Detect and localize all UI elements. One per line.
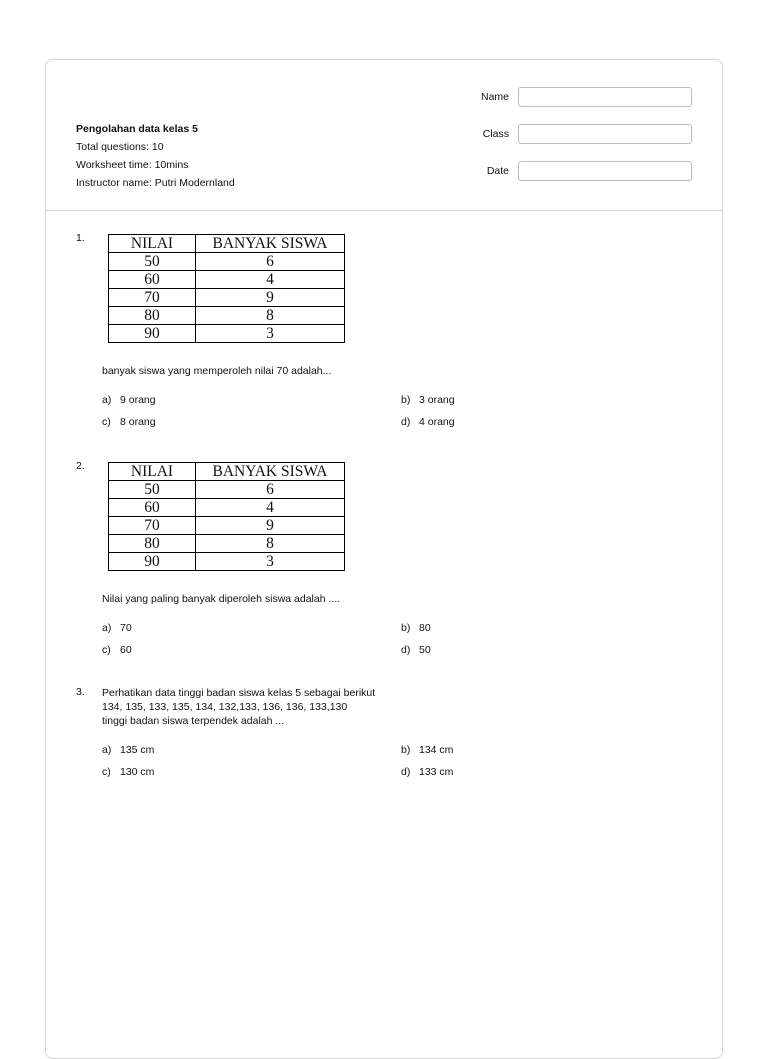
option-letter: a) — [102, 622, 112, 634]
total-questions: Total questions: 10 — [76, 141, 164, 153]
table-cell: 70 — [109, 517, 196, 535]
table-cell: 80 — [109, 307, 196, 325]
class-row — [481, 123, 692, 145]
question-number: 1. — [76, 232, 85, 244]
worksheet-header — [46, 60, 722, 211]
option-letter: b) — [401, 744, 411, 756]
table-cell: 50 — [109, 481, 196, 499]
worksheet — [45, 59, 723, 1059]
option-letter: d) — [401, 644, 411, 656]
score-table — [108, 462, 345, 571]
table-header: BANYAK SISWA — [196, 235, 345, 253]
table-row — [109, 481, 345, 499]
table-cell: 8 — [196, 535, 345, 553]
option-text: 4 orang — [419, 416, 455, 428]
option-b[interactable] — [401, 394, 455, 406]
table-cell: 80 — [109, 535, 196, 553]
table-header: BANYAK SISWA — [196, 463, 345, 481]
question-line: Perhatikan data tinggi badan siswa kelas 5 sebagai berikut — [102, 687, 376, 699]
option-text: 60 — [120, 644, 132, 656]
option-c[interactable] — [102, 766, 154, 778]
table-row — [109, 289, 345, 307]
table-header: NILAI — [109, 463, 196, 481]
question-text: banyak siswa yang memperoleh nilai 70 adalah... — [102, 365, 332, 377]
option-b[interactable] — [401, 622, 431, 634]
table-cell: 6 — [196, 253, 345, 271]
option-letter: d) — [401, 766, 411, 778]
name-row — [481, 86, 692, 108]
name-field[interactable] — [518, 87, 692, 107]
option-a[interactable] — [102, 394, 156, 406]
table-cell: 60 — [109, 499, 196, 517]
table-cell: 50 — [109, 253, 196, 271]
table-row — [109, 535, 345, 553]
option-text: 135 cm — [120, 744, 155, 756]
option-text: 8 orang — [120, 416, 156, 428]
name-label: Name — [480, 91, 509, 103]
option-letter: c) — [102, 766, 111, 778]
option-letter: d) — [401, 416, 411, 428]
table-cell: 3 — [196, 553, 345, 571]
option-text: 3 orang — [419, 394, 455, 406]
class-field[interactable] — [518, 124, 692, 144]
table-row — [109, 499, 345, 517]
date-row — [481, 160, 692, 182]
question-number: 3. — [76, 686, 85, 698]
option-text: 50 — [419, 644, 431, 656]
table-row — [109, 271, 345, 289]
question-text: Nilai yang paling banyak diperoleh siswa adalah .... — [102, 593, 341, 605]
question-text — [102, 686, 375, 728]
option-letter: b) — [401, 622, 411, 634]
table-cell: 90 — [109, 553, 196, 571]
table-cell: 8 — [196, 307, 345, 325]
question-line: tinggi badan siswa terpendek adalah ... — [102, 715, 285, 727]
option-c[interactable] — [102, 416, 156, 428]
option-d[interactable] — [401, 416, 455, 428]
table-cell: 70 — [109, 289, 196, 307]
table-cell: 4 — [196, 499, 345, 517]
option-letter: b) — [401, 394, 411, 406]
option-letter: c) — [102, 644, 111, 656]
table-header-row — [109, 463, 345, 481]
table-row — [109, 553, 345, 571]
table-cell: 3 — [196, 325, 345, 343]
date-label: Date — [486, 165, 509, 177]
table-cell: 9 — [196, 289, 345, 307]
date-field[interactable] — [518, 161, 692, 181]
worksheet-title: Pengolahan data kelas 5 — [76, 123, 198, 135]
table-cell: 4 — [196, 271, 345, 289]
option-text: 130 cm — [120, 766, 155, 778]
question-line: 134, 135, 133, 135, 134, 132,133, 136, 136, 133,130 — [102, 701, 348, 713]
option-text: 70 — [120, 622, 132, 634]
option-letter: a) — [102, 744, 112, 756]
option-c[interactable] — [102, 644, 132, 656]
option-d[interactable] — [401, 644, 431, 656]
instructor-name: Instructor name: Putri Modernland — [76, 177, 235, 189]
table-row — [109, 325, 345, 343]
class-label: Class — [482, 128, 509, 140]
table-header: NILAI — [109, 235, 196, 253]
table-cell: 90 — [109, 325, 196, 343]
option-a[interactable] — [102, 622, 132, 634]
table-cell: 60 — [109, 271, 196, 289]
student-fields — [481, 86, 692, 197]
table-row — [109, 517, 345, 535]
table-cell: 9 — [196, 517, 345, 535]
option-text: 80 — [419, 622, 431, 634]
option-text: 9 orang — [120, 394, 156, 406]
worksheet-time: Worksheet time: 10mins — [76, 159, 189, 171]
option-b[interactable] — [401, 744, 453, 756]
option-a[interactable] — [102, 744, 154, 756]
worksheet-info — [76, 120, 235, 192]
option-letter: a) — [102, 394, 112, 406]
score-table — [108, 234, 345, 343]
table-row — [109, 307, 345, 325]
table-cell: 6 — [196, 481, 345, 499]
table-row — [109, 253, 345, 271]
table-header-row — [109, 235, 345, 253]
option-text: 134 cm — [419, 744, 454, 756]
question-number: 2. — [76, 460, 85, 472]
option-letter: c) — [102, 416, 111, 428]
option-text: 133 cm — [419, 766, 454, 778]
option-d[interactable] — [401, 766, 453, 778]
